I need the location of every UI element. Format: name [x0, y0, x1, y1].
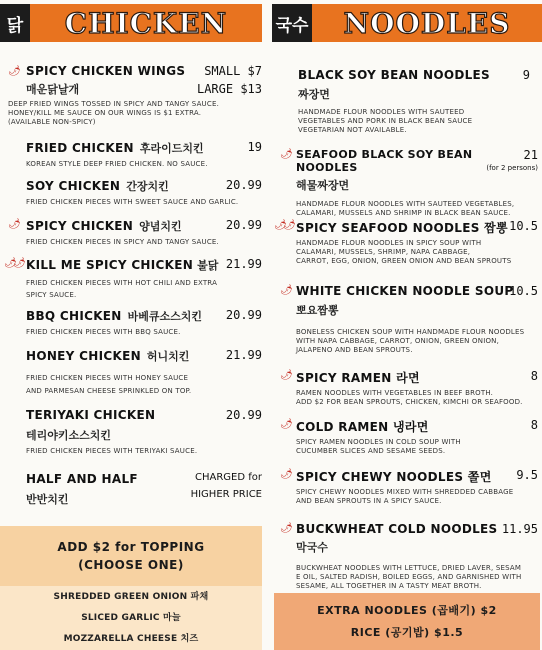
- pepper-icon: 🌶: [8, 219, 21, 230]
- menu-item-teriyaki-chicken: [26, 408, 262, 456]
- item-korean-name: 매운닭날개: [26, 83, 80, 96]
- chicken-section: [0, 0, 270, 650]
- item-price: SMALL $7: [204, 64, 262, 78]
- item-name: SPICY CHICKEN: [26, 219, 134, 233]
- menu-item-half-and-half: [26, 472, 262, 507]
- item-price: 21: [523, 148, 538, 162]
- pepper-icon: 🌶: [280, 523, 293, 534]
- item-name: KILL ME SPICY CHICKEN: [26, 258, 194, 272]
- item-price: 20.99: [225, 178, 262, 192]
- item-name: SPICY CHEWY NOODLES 쫄면: [296, 470, 492, 484]
- noodles-header: [272, 4, 542, 42]
- item-name: TERIYAKI CHICKEN: [26, 408, 156, 422]
- item-name: BBQ CHICKEN: [26, 309, 122, 323]
- pepper-icon: 🌶: [280, 149, 293, 160]
- noodles-header-korean: 국수: [272, 4, 312, 42]
- item-korean-name: 불닭: [197, 259, 219, 272]
- topping-title: ADD $2 for TOPPING: [57, 540, 205, 554]
- menu-item-fried-chicken: [26, 140, 262, 169]
- menu-item-black-soy-bean-noodles: [298, 68, 530, 135]
- item-korean-name: 짜장면: [298, 88, 330, 101]
- menu-item-spicy-chewy-noodles: [280, 468, 538, 506]
- item-description: FRIED CHICKEN PIECES WITH SWEET SAUCE AND GARLIC.: [26, 198, 239, 206]
- extra-box: [274, 593, 540, 650]
- item-description: BONELESS CHICKEN SOUP WITH HANDMADE FLOUR NOODLES WITH NAPA CABBAGE, CARROT, ONION, GREEN ONION, JALAPENO AND BEAN SPROUTS.: [296, 328, 525, 354]
- topping-box: [0, 526, 262, 650]
- item-description: FRIED CHICKEN PIECES WITH TERIYAKI SAUCE.: [26, 447, 198, 455]
- item-description: KOREAN STYLE DEEP FRIED CHICKEN. NO SAUCE.: [26, 160, 208, 168]
- pepper-icon: 🌶: [280, 469, 293, 480]
- item-korean-name: 반반치킨: [26, 493, 69, 506]
- menu-item-bbq-chicken: [26, 308, 262, 337]
- item-price: CHARGED for: [195, 472, 262, 483]
- topping-option: SHREDDED GREEN ONION 파채: [53, 591, 209, 602]
- item-korean-name: 허니치킨: [146, 350, 190, 363]
- pepper-icon: 🌶: [283, 220, 296, 231]
- menu-item-cold-ramen: [280, 418, 538, 456]
- pepper-icon: 🌶: [280, 370, 293, 381]
- chicken-header: [0, 4, 262, 42]
- item-description: FRIED CHICKEN PIECES WITH BBQ SAUCE.: [26, 328, 181, 336]
- menu-item-spicy-seafood-noodles: [274, 219, 538, 266]
- item-korean-name: 테리야키소스치킨: [26, 429, 112, 442]
- item-name: SPICY RAMEN 라면: [296, 371, 420, 385]
- pepper-icon: 🌶: [280, 285, 293, 296]
- item-korean-name: 양념치킨: [139, 220, 182, 233]
- pepper-icon: 🌶: [13, 258, 26, 269]
- item-price: 21.99: [225, 348, 262, 362]
- item-price: 21.99: [225, 257, 262, 271]
- topping-subtitle: (CHOOSE ONE): [78, 558, 184, 572]
- item-price: 20.99: [225, 408, 262, 422]
- chicken-header-korean: 닭: [0, 4, 30, 42]
- item-price: 8: [530, 369, 538, 383]
- item-price: 19: [247, 140, 262, 154]
- item-name: WHITE CHICKEN NOODLE SOUP: [296, 284, 514, 298]
- menu-item-spicy-chicken: [8, 218, 262, 247]
- menu-item-kill-me-spicy-chicken: [4, 257, 262, 301]
- noodles-header-title: NOODLES: [343, 6, 511, 40]
- item-price: 10.5: [509, 284, 538, 298]
- extra-noodles-line: EXTRA NOODLES (곱배기) $2: [317, 603, 497, 617]
- item-description: HANDMADE FLOUR NOODLES WITH SAUTEED VEGETABLES, CALAMARI, MUSSELS AND SHRIMP IN BLACK BEAN SAUCE.: [296, 200, 515, 217]
- item-korean-name: 간장치킨: [126, 180, 169, 193]
- item-korean-name: 막국수: [296, 541, 328, 554]
- item-name: HONEY CHICKEN: [26, 349, 141, 363]
- menu-item-honey-chicken: [26, 348, 262, 398]
- item-description: HANDMADE FLOUR NOODLES IN SPICY SOUP WITH CALAMARI, MUSSELS, SHRIMP, NAPA CABBAGE, CARROT, EGG, ONION, GREEN ONION AND BEAN SPROUTS: [296, 239, 512, 265]
- item-name: SOY CHICKEN: [26, 179, 121, 193]
- item-korean-name: 뽀요짬뽕: [296, 304, 339, 317]
- item-name: COLD RAMEN 냉라면: [296, 420, 429, 434]
- menu-item-spicy-ramen: [280, 369, 538, 407]
- item-description: SPICY CHEWY NOODLES MIXED WITH SHREDDED CABBAGE AND BEAN SPROUTS IN A SPICY SAUCE.: [296, 488, 514, 505]
- item-price-note: HIGHER PRICE: [190, 489, 262, 500]
- item-description: DEEP FRIED WINGS TOSSED IN SPICY AND TANGY SAUCE. HONEY/KILL ME SAUCE ON OUR WINGS IS $1 EXTRA. (AVAILABLE NON-SPICY): [8, 100, 220, 126]
- item-price-note: (for 2 persons): [486, 164, 538, 172]
- item-price: 9: [522, 68, 530, 82]
- item-price: 11.95: [501, 522, 538, 536]
- item-description: FRIED CHICKEN PIECES WITH HONEY SAUCE AND PARMESAN CHEESE SPRINKLED ON TOP.: [26, 374, 192, 395]
- item-price: 20.99: [225, 218, 262, 232]
- item-korean-name: 바베큐소스치킨: [127, 310, 203, 323]
- item-price: 8: [530, 418, 538, 432]
- item-description: FRIED CHICKEN PIECES IN SPICY AND TANGY SAUCE.: [26, 238, 219, 246]
- chicken-header-title: CHICKEN: [64, 6, 228, 40]
- topping-option: MOZZARELLA CHEESE 치즈: [63, 633, 199, 644]
- item-description: RAMEN NOODLES WITH VEGETABLES IN BEEF BROTH. ADD $2 FOR BEAN SPROUTS, CHICKEN, KIMCHI OR SEAFOOD.: [296, 389, 523, 406]
- pepper-icon: 🌶: [280, 419, 293, 430]
- item-korean-name: 후라이드치킨: [139, 142, 204, 155]
- item-name: SPICY CHICKEN WINGS: [26, 64, 186, 78]
- pepper-icon: 🌶: [4, 258, 17, 269]
- item-name: FRIED CHICKEN: [26, 141, 134, 155]
- item-description: HANDMADE FLOUR NOODLES WITH SAUTEED VEGETABLES AND PORK IN BLACK BEAN SAUCE VEGETARIAN NOT AVAILABLE.: [298, 108, 473, 134]
- item-price-large: LARGE $13: [196, 82, 262, 96]
- menu-item-buckwheat-cold-noodles: [280, 522, 538, 591]
- extra-rice-line: RICE (공기밥) $1.5: [350, 625, 464, 639]
- menu-item-white-chicken-noodle-soup: [280, 284, 538, 355]
- item-description: BUCKWHEAT NOODLES WITH LETTUCE, DRIED LAVER, SESAM E OIL, SALTED RADISH, BOILED EGGS, AND GARNISHED WITH SESAME, ALL TOGETHER IN A TASTY MEAT BROTH.: [296, 564, 522, 590]
- item-price: 10.5: [509, 219, 538, 233]
- item-name: HALF AND HALF: [26, 472, 138, 486]
- menu-item-soy-chicken: [26, 178, 262, 207]
- item-name: BUCKWHEAT COLD NOODLES: [296, 522, 498, 536]
- menu-item-seafood-black-soy-bean-noodles: [280, 148, 538, 218]
- item-korean-name: 해물짜장면: [296, 179, 350, 192]
- item-description: FRIED CHICKEN PIECES WITH HOT CHILI AND EXTRA SPICY SAUCE.: [26, 279, 218, 299]
- item-name: SPICY SEAFOOD NOODLES 짬뽕: [296, 221, 508, 235]
- pepper-icon: 🌶: [8, 66, 21, 77]
- item-name: SEAFOOD BLACK SOY BEAN NOODLES: [296, 148, 473, 174]
- item-name: BLACK SOY BEAN NOODLES: [298, 68, 490, 82]
- item-price: 20.99: [225, 308, 262, 322]
- item-description: SPICY RAMEN NOODLES IN COLD SOUP WITH CUCUMBER SLICES AND SESAME SEEDS.: [296, 438, 461, 455]
- topping-option: SLICED GARLIC 마늘: [81, 612, 181, 623]
- item-price: 9.5: [516, 468, 538, 482]
- noodles-section: [272, 0, 542, 650]
- pepper-icon: 🌶: [274, 220, 287, 231]
- menu-item-spicy-chicken-wings: [8, 64, 262, 127]
